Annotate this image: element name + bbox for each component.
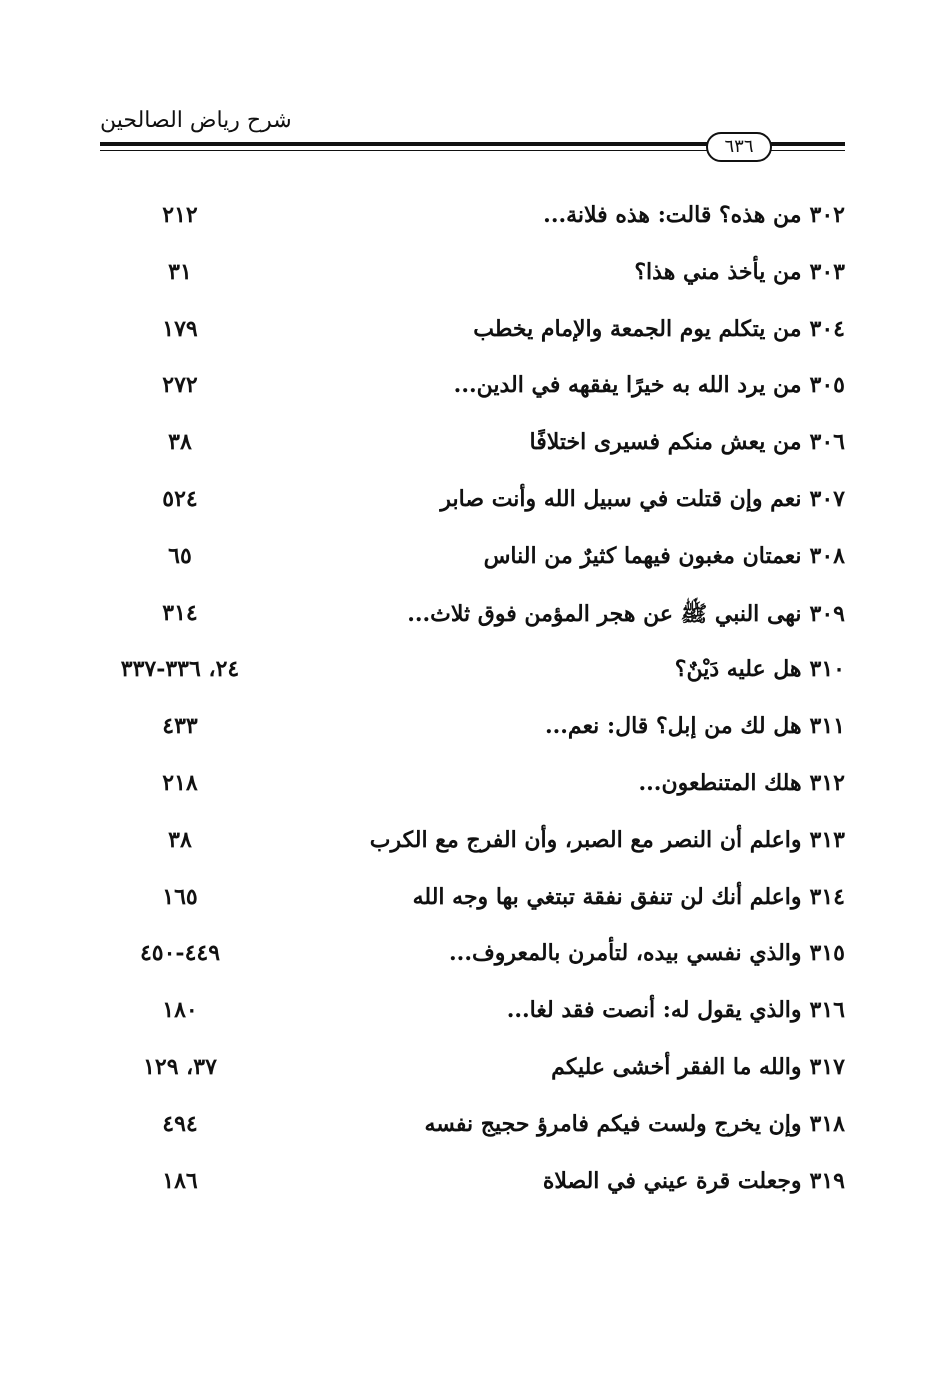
entry-text: من يرد الله به خيرًا يفقهه في الدين... <box>453 372 802 399</box>
entry-pages: ٢٧٢ <box>162 372 198 399</box>
index-row <box>100 1042 845 1099</box>
index-row <box>100 815 845 872</box>
entry-number: ٣٠٣ <box>809 258 845 285</box>
entry-pages: ٣١٤ <box>162 599 198 626</box>
entry <box>449 940 845 966</box>
entry <box>484 543 845 569</box>
entry-number: ٣١٨ <box>809 1110 845 1137</box>
index-row <box>100 531 845 588</box>
entry-number: ٣١١ <box>809 713 845 740</box>
entry <box>634 259 845 285</box>
entry-pages: ١٧٩ <box>162 315 198 342</box>
entry-number: ٣٠٥ <box>809 372 845 399</box>
page-header <box>100 108 845 168</box>
entry-pages: ٣٨ <box>168 826 192 853</box>
entry <box>543 1168 845 1194</box>
entry <box>507 997 845 1023</box>
entry-pages: ٦٥ <box>168 542 192 569</box>
entry-pages: ٢٤، ٣٣٦-٣٣٧ <box>120 656 240 683</box>
entry-text: هل عليه دَيْنٌ؟ <box>674 656 802 683</box>
entry-number: ٣١٢ <box>809 769 845 796</box>
book-title: شرح رياض الصالحين <box>100 108 292 133</box>
entry-number: ٣١٥ <box>809 940 845 967</box>
entry-text: من هذه؟ قالت: هذه فلانة... <box>543 202 802 228</box>
entry-pages: ٤٩٤ <box>162 1110 198 1137</box>
entry-number: ٣٠٢ <box>809 202 845 228</box>
entry-number: ٣٠٤ <box>809 315 845 342</box>
entry-text: والذي نفسي بيده، لتأمرن بالمعروف... <box>449 940 802 967</box>
entry-text: والله ما الفقر أخشى عليكم <box>551 1053 802 1080</box>
index-row <box>100 701 845 758</box>
entry-text: واعلم أنك لن تنفق نفقة تبتغي بها وجه الله <box>412 883 802 910</box>
entry <box>370 827 845 853</box>
entry-text: هلك المتنطعون... <box>638 769 802 796</box>
index-row <box>100 1099 845 1156</box>
index-row <box>100 417 845 474</box>
entry-pages: ١٦٥ <box>162 883 198 910</box>
entry-pages: ٢١٢ <box>162 202 198 228</box>
index-row <box>100 360 845 417</box>
entry-number: ٣١٦ <box>809 997 845 1024</box>
entry-number: ٣١٧ <box>809 1053 845 1080</box>
entry-text: نعمتان مغبون فيهما كثيرٌ من الناس <box>483 542 802 569</box>
entry-pages: ٤٤٩-٤٥٠ <box>139 940 221 967</box>
index-row <box>100 1156 845 1213</box>
entry-pages: ٢١٨ <box>162 769 198 796</box>
entry <box>473 316 845 342</box>
entry <box>675 656 845 682</box>
index-row <box>100 474 845 531</box>
entry-number: ٣١٩ <box>809 1167 845 1194</box>
entry-pages: ١٨٦ <box>162 1167 198 1194</box>
entry-pages: ٣١ <box>168 258 192 285</box>
entry-number: ٣١٠ <box>809 656 845 683</box>
index-row <box>100 304 845 361</box>
entry-pages: ٥٢٤ <box>162 485 198 512</box>
entry-text: من يعش منكم فسيرى اختلافًا <box>529 429 802 456</box>
entry <box>407 600 845 632</box>
entry <box>543 202 845 228</box>
entry-pages: ٤٣٣ <box>162 713 198 740</box>
index-row <box>100 758 845 815</box>
entry-number: ٣٠٧ <box>809 485 845 512</box>
entry <box>424 1111 845 1137</box>
entry <box>454 372 845 398</box>
entry <box>551 1054 845 1080</box>
page-number: ٦٣٦ <box>706 132 772 162</box>
entry-number: ٣٠٨ <box>809 542 845 569</box>
entry-number: ٣٠٩ <box>809 600 845 627</box>
entry-text: وإن يخرج ولست فيكم فامرؤ حجيج نفسه <box>424 1110 802 1137</box>
entry-text: وجعلت قرة عيني في الصلاة <box>542 1167 802 1194</box>
entry <box>440 486 845 512</box>
entry-number: ٣١٣ <box>809 826 845 853</box>
index-row <box>100 588 845 645</box>
entry <box>638 770 845 796</box>
entry <box>545 713 845 739</box>
hadith-index-list <box>100 190 845 1212</box>
entry <box>530 429 845 455</box>
entry-text: نعم وإن قتلت في سبيل الله وأنت صابر <box>440 485 802 512</box>
entry-text: من يأخذ مني هذا؟ <box>634 258 802 285</box>
entry <box>413 884 845 910</box>
entry-number: ٣٠٦ <box>809 429 845 456</box>
entry-text: نهى النبي ﷺ عن هجر المؤمن فوق ثلاث... <box>407 600 802 627</box>
index-row <box>100 872 845 929</box>
index-row <box>100 644 845 701</box>
entry-text: هل لك من إبل؟ قال: نعم... <box>544 713 802 740</box>
index-row <box>100 928 845 985</box>
index-row <box>100 190 845 247</box>
entry-text: والذي يقول له: أنصت فقد لغا... <box>506 997 802 1024</box>
index-row <box>100 247 845 304</box>
entry-pages: ١٨٠ <box>162 997 198 1024</box>
entry-text: واعلم أن النصر مع الصبر، وأن الفرج مع الكرب <box>369 826 802 853</box>
entry-text: من يتكلم يوم الجمعة والإمام يخطب <box>473 315 802 342</box>
entry-pages: ٣٨ <box>168 429 192 456</box>
entry-pages: ٣٧، ١٢٩ <box>143 1053 217 1080</box>
entry-number: ٣١٤ <box>809 883 845 910</box>
index-row <box>100 985 845 1042</box>
